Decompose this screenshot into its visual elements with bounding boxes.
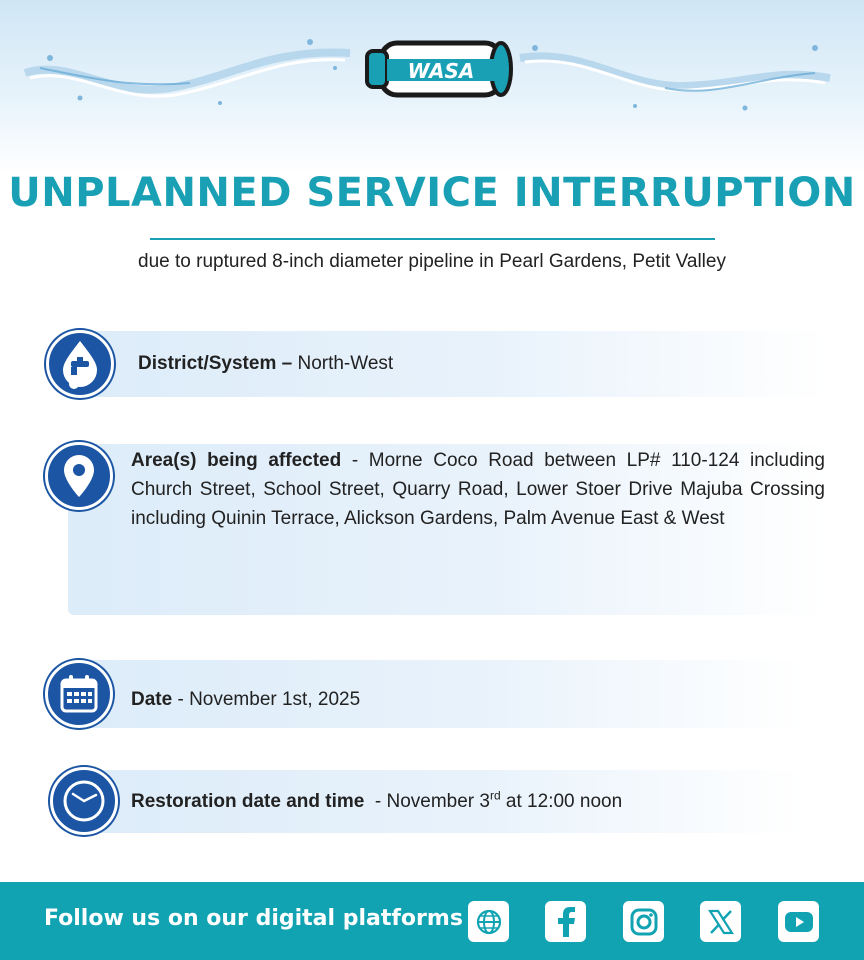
location-pin-icon (61, 453, 97, 499)
restoration-row (131, 787, 622, 816)
page-title: UNPLANNED SERVICE INTERRUPTION (8, 170, 856, 216)
restoration-value-pre: - November 3 (364, 791, 490, 812)
district-row (138, 349, 393, 378)
wasa-logo (363, 33, 513, 107)
facebook-link[interactable] (545, 901, 586, 942)
logo-wordmark: WASA (407, 59, 475, 83)
youtube-link[interactable] (778, 901, 819, 942)
date-icon-badge (45, 660, 113, 728)
area-icon-badge (45, 442, 113, 510)
date-row (131, 685, 360, 714)
title-divider (150, 238, 715, 240)
water-splash-right (515, 28, 835, 118)
district-label: District/System – (138, 353, 293, 374)
instagram-icon (629, 907, 659, 937)
instagram-link[interactable] (623, 901, 664, 942)
date-label: Date (131, 689, 173, 710)
restoration-icon-badge (50, 767, 118, 835)
restoration-value-post: at 12:00 noon (500, 791, 623, 812)
restoration-value-sup: rd (489, 788, 501, 803)
restoration-label: Restoration date and time (131, 791, 365, 812)
globe-icon (475, 908, 503, 936)
x-icon (708, 909, 734, 935)
district-icon-badge (46, 330, 114, 398)
calendar-icon (59, 674, 99, 714)
water-splash-left (20, 28, 355, 118)
water-tap-icon (57, 339, 103, 389)
date-value: - November 1st, 2025 (172, 689, 361, 710)
area-label: Area(s) being affected (131, 450, 342, 471)
district-value: North-West (297, 353, 394, 374)
youtube-icon (784, 911, 814, 933)
facebook-icon (554, 907, 578, 937)
area-value: - Morne Coco Road between LP# 110-124 including Church Street, School Street, Quarry Road, Lower Stoer Drive Majuba Crossing including Quinin Terrace, Alickson Gardens, Palm Avenue East & West (131, 450, 826, 529)
x-link[interactable] (700, 901, 741, 942)
subtitle: due to ruptured 8-inch diameter pipeline in Pearl Gardens, Petit Valley (138, 251, 726, 272)
clock-icon (62, 779, 106, 823)
website-link[interactable] (468, 901, 509, 942)
area-row (131, 446, 825, 533)
footer-text: Follow us on our digital platforms (44, 906, 463, 931)
